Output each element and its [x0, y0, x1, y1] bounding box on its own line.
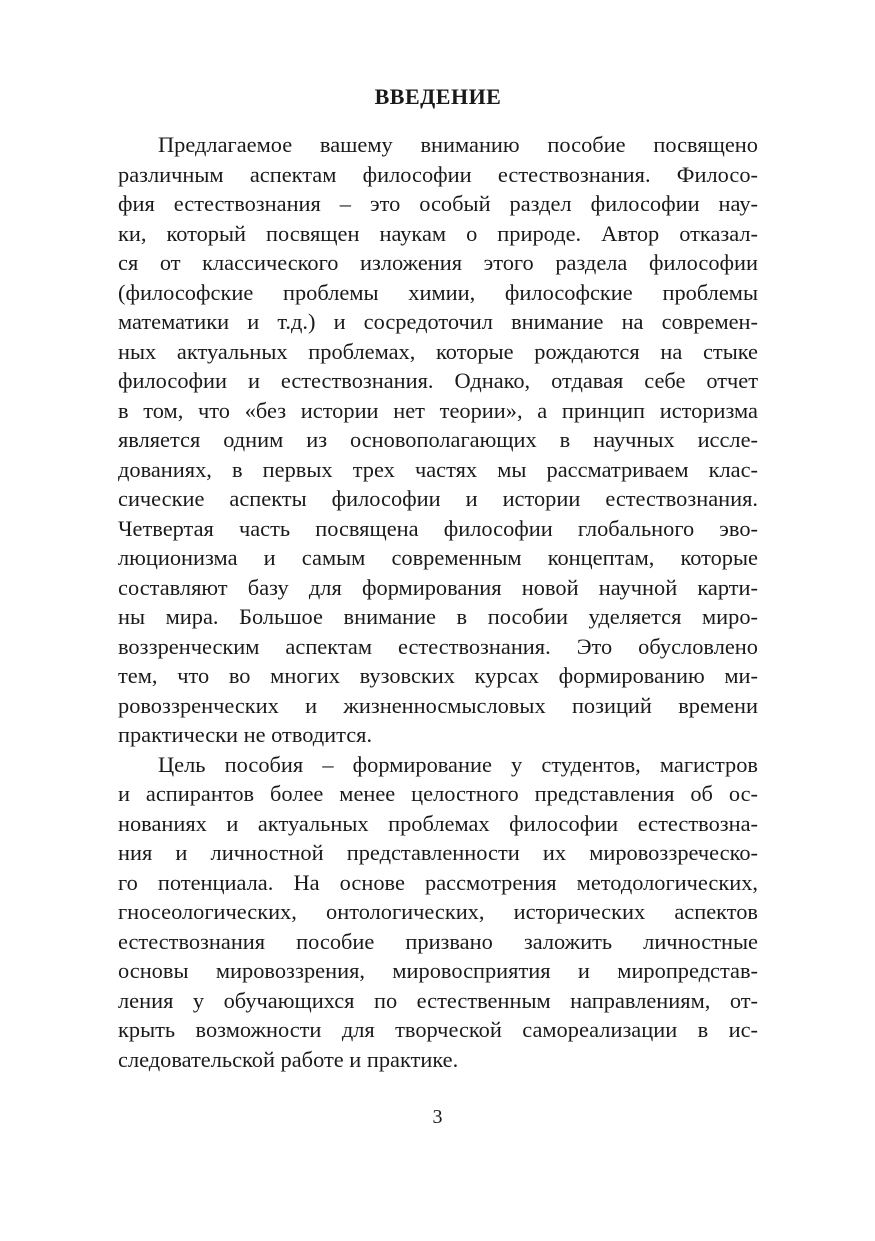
- text-line: философии и естествознания. Однако, отдавая себе отчет: [118, 368, 758, 393]
- text-line: Цель пособия – формирование у студентов, магистров: [158, 751, 758, 777]
- text-line: сические аспекты философии и истории естествознания.: [118, 486, 758, 511]
- page-number: 3: [432, 1106, 443, 1128]
- page-title: ВВЕДЕНИЕ: [374, 84, 502, 109]
- text-line: (философские проблемы химии, философские проблемы: [118, 279, 758, 305]
- text-line: ки, который посвящен наукам о природе. Автор отказал-: [118, 220, 758, 246]
- text-line: гносеологических, онтологических, исторических аспектов: [118, 899, 758, 924]
- text-line: люционизма и самым современным концептам, которые: [118, 545, 758, 570]
- paragraph: [118, 750, 758, 1075]
- text-line: ления у обучающихся по естественным направлениям, от-: [118, 987, 758, 1013]
- text-line: в том, что «без истории нет теории», а принцип историзма: [118, 397, 758, 423]
- body-text: [118, 130, 758, 1074]
- text-line: следовательской работе и практике.: [118, 1046, 459, 1072]
- text-line: тем, что во многих вузовских курсах формированию ми-: [118, 663, 758, 688]
- text-line: крыть возможности для творческой самореализации в ис-: [118, 1017, 758, 1042]
- text-line: ных актуальных проблемах, которые рождаются на стыке: [118, 338, 758, 364]
- text-line: го потенциала. На основе рассмотрения методологических,: [118, 869, 758, 895]
- text-line: ны мира. Большое внимание в пособии уделяется миро-: [118, 604, 758, 629]
- text-line: ровоззренческих и жизненносмысловых позиций времени: [118, 692, 758, 718]
- paragraph: [118, 130, 758, 750]
- text-line: воззренческим аспектам естествознания. Это обусловлено: [118, 633, 758, 659]
- text-line: нованиях и актуальных проблемах философии естествозна-: [118, 810, 758, 836]
- text-line: Четвертая часть посвящена философии глобального эво-: [118, 515, 758, 541]
- text-line: основы мировоззрения, мировосприятия и миропредстав-: [118, 958, 758, 983]
- text-line: математики и т.д.) и сосредоточил внимание на современ-: [118, 309, 758, 334]
- text-line: практически не отводится.: [118, 722, 373, 747]
- text-line: и аспирантов более менее целостного представления об ос-: [118, 781, 758, 806]
- text-line: естествознания пособие призвано заложить личностные: [118, 928, 758, 954]
- text-line: составляют базу для формирования новой научной карти-: [118, 574, 758, 600]
- text-line: дованиях, в первых трех частях мы рассматриваем клас-: [118, 456, 758, 482]
- text-line: ся от классического изложения этого раздела философии: [118, 250, 758, 275]
- text-line: является одним из основополагающих в научных иссле-: [118, 427, 758, 452]
- text-line: ния и личностной представленности их мировоззреческо-: [118, 840, 758, 865]
- text-line: Предлагаемое вашему вниманию пособие посвящено: [158, 132, 758, 157]
- text-line: фия естествознания – это особый раздел философии нау-: [118, 191, 758, 216]
- text-line: различным аспектам философии естествознания. Филосо-: [118, 161, 758, 187]
- page-content: [118, 82, 758, 1074]
